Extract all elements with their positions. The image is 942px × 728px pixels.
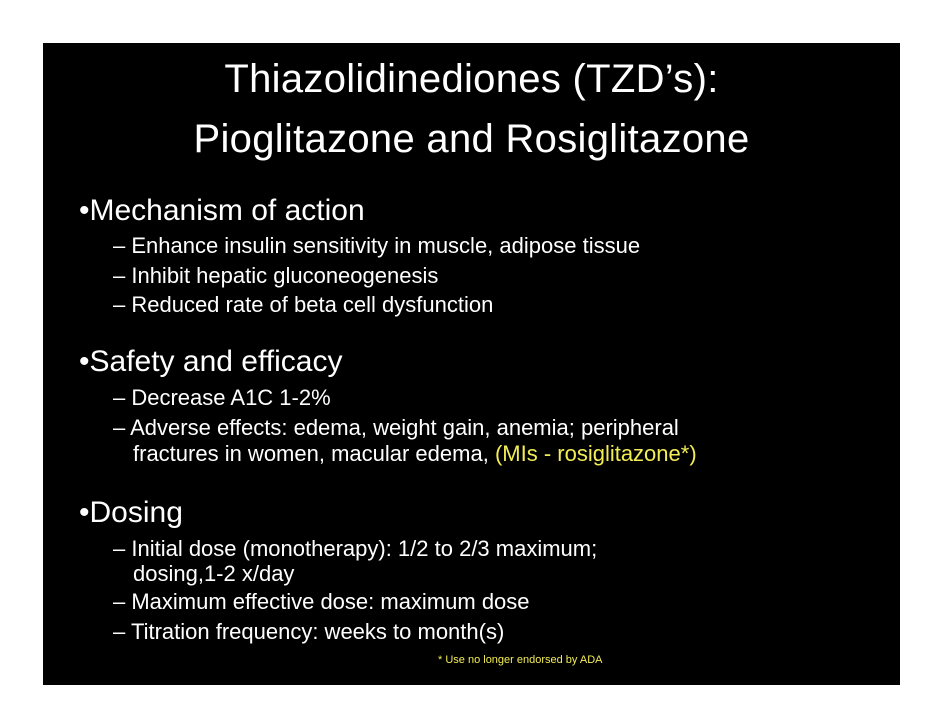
list-item-continuation: dosing,1-2 x/day xyxy=(133,561,295,586)
list-item-continuation xyxy=(133,440,697,468)
list-item: – Initial dose (monotherapy): 1/2 to 2/3 maximum; xyxy=(113,536,598,561)
highlight-text: (MIs - rosiglitazone*) xyxy=(494,441,697,466)
list-item: – Adverse effects: edema, weight gain, anemia; peripheral xyxy=(113,415,679,440)
slide-title-line2: Pioglitazone and Rosiglitazone xyxy=(193,117,750,161)
slide-title-line1: Thiazolidinediones (TZD’s): xyxy=(224,57,719,101)
list-item: – Maximum effective dose: maximum dose xyxy=(113,589,530,614)
continuation-text: fractures in women, macular edema, xyxy=(133,441,495,466)
slide xyxy=(43,43,900,685)
list-item: – Titration frequency: weeks to month(s) xyxy=(113,619,505,644)
section-heading-dosing: •Dosing xyxy=(79,496,183,529)
list-item: – Inhibit hepatic gluconeogenesis xyxy=(113,263,439,288)
section-heading-safety: •Safety and efficacy xyxy=(79,345,343,378)
section-heading-mechanism: •Mechanism of action xyxy=(79,194,365,227)
list-item: – Decrease A1C 1-2% xyxy=(113,385,331,410)
list-item: – Reduced rate of beta cell dysfunction xyxy=(113,292,494,317)
list-item: – Enhance insulin sensitivity in muscle, adipose tissue xyxy=(113,233,641,258)
footnote: * Use no longer endorsed by ADA xyxy=(438,654,603,666)
